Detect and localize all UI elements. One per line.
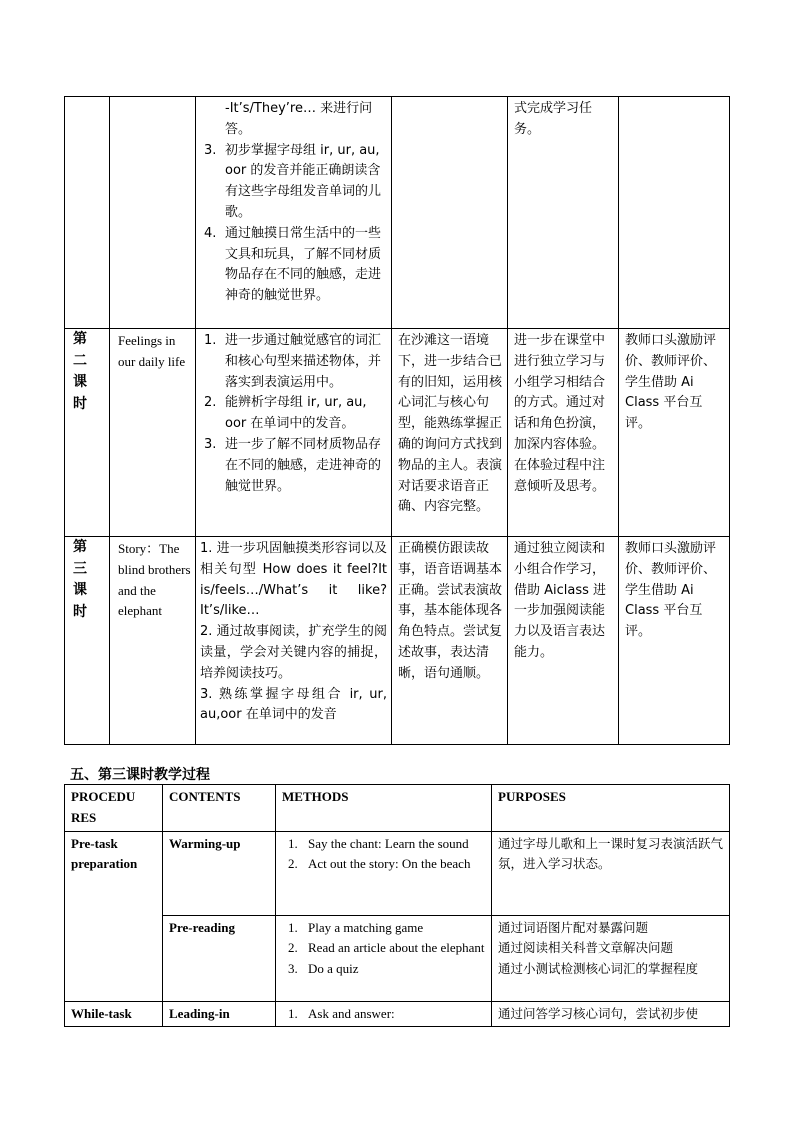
methods-cell bbox=[276, 831, 492, 915]
section-heading: 五、第三课时教学过程 bbox=[70, 767, 210, 783]
lesson-char: 时 bbox=[73, 395, 87, 412]
content-cell: Pre-reading bbox=[163, 915, 276, 1001]
purposes-cell: 通过词语图片配对暴露问题 通过阅读相关科普文章解决问题 通过小测试检测核心词汇的掌握程度 bbox=[492, 915, 730, 1001]
list-item: 2. Act out the story: On the beach bbox=[288, 856, 471, 872]
lesson-char: 课 bbox=[73, 374, 87, 390]
lesson-char: 三 bbox=[73, 560, 87, 577]
lesson-overview-table bbox=[64, 96, 730, 745]
table-row bbox=[65, 831, 730, 915]
table-row bbox=[65, 915, 730, 1001]
list-item: 1. 进一步巩固触摸类形容词以及相关句型 How does it feel?It is/feels…/What’s it like? It’s/like… bbox=[200, 541, 387, 619]
topic-cell bbox=[110, 97, 196, 329]
list-item: 1. Ask and answer: bbox=[288, 1005, 395, 1021]
list-item: 1. Say the chant: Learn the sound bbox=[288, 835, 469, 851]
method-cell: 通过独立阅读和小组合作学习，借助 Aiclass 进一步加强阅读能力以及语言表达能力。 bbox=[508, 537, 619, 745]
list-item: 3. 初步掌握字母组 ir, ur, au, oor 的发音并能正确朗读含有这些字母组发音单词的儿歌。 bbox=[204, 142, 382, 220]
table-row bbox=[65, 329, 730, 537]
header-procedures: PROCEDU RES bbox=[65, 785, 163, 832]
teaching-process-table bbox=[64, 784, 730, 1027]
table-row bbox=[65, 97, 730, 329]
table-row bbox=[65, 1001, 730, 1027]
list-item: 2. 通过故事阅读，扩充学生的阅读量，学会对关键内容的捕捉，培养阅读技巧。 bbox=[200, 624, 387, 681]
topic-cell: Feelings in our daily life bbox=[110, 329, 196, 537]
header-contents: CONTENTS bbox=[163, 785, 276, 832]
list-item: 1. Play a matching game bbox=[288, 919, 424, 935]
lesson-char: 第 bbox=[73, 539, 87, 555]
lesson-char: 二 bbox=[73, 352, 87, 369]
objectives-cell bbox=[196, 537, 392, 745]
table-header-row bbox=[65, 785, 730, 832]
list-item: 3. 熟练掌握字母组合 ir, ur, au,oor 在单词中的发音 bbox=[200, 686, 387, 723]
purposes-cell: 通过字母儿歌和上一课时复习表演活跃气氛，进入学习状态。 bbox=[492, 831, 730, 915]
list-item: 3. Do a quiz bbox=[288, 961, 359, 977]
requirement-cell: 正确模仿跟读故事，语音语调基本正确。尝试表演故事，基本能体现各角色特点。尝试复述故事，表达清晰，语句通顺。 bbox=[392, 537, 508, 745]
table-row bbox=[65, 537, 730, 745]
objectives-cell bbox=[196, 329, 392, 537]
lesson-char: 课 bbox=[73, 582, 87, 598]
list-item: 3. 进一步了解不同材质物品存在不同的触感，走进神奇的触觉世界。 bbox=[204, 436, 382, 494]
header-purposes: PURPOSES bbox=[492, 785, 730, 832]
content-cell: Warming-up bbox=[163, 831, 276, 915]
methods-cell bbox=[276, 1001, 492, 1027]
content-cell: Leading-in bbox=[163, 1001, 276, 1027]
lesson-cell bbox=[65, 97, 110, 329]
methods-cell bbox=[276, 915, 492, 1001]
lesson-label-cell bbox=[65, 329, 110, 537]
lesson-char: 第 bbox=[73, 331, 87, 347]
topic-cell: Story：The blind brothers and the elephant bbox=[110, 537, 196, 745]
evaluation-cell: 教师口头激励评价、教师评价、学生借助 Ai Class 平台互评。 bbox=[619, 329, 730, 537]
method-cell: 式完成学习任务。 bbox=[508, 97, 619, 329]
procedure-cell: Pre-task preparation bbox=[65, 831, 163, 1001]
method-cell: 进一步在课堂中进行独立学习与小组学习相结合的方式。通过对话和角色扮演，加深内容体验。在体验过程中注意倾听及思考。 bbox=[508, 329, 619, 537]
list-item: 4. 通过触摸日常生活中的一些文具和玩具，了解不同材质物品存在不同的触感，走进神奇的触觉世界。 bbox=[204, 225, 382, 304]
list-item: 2. Read an article about the elephant bbox=[288, 940, 485, 956]
purposes-cell: 通过问答学习核心词句，尝试初步使 bbox=[492, 1001, 730, 1027]
procedure-cell: While-task bbox=[65, 1001, 163, 1027]
evaluation-cell bbox=[619, 97, 730, 329]
lesson-label-cell bbox=[65, 537, 110, 745]
list-item: 2. 能辨析字母组 ir, ur, au, oor 在单词中的发音。 bbox=[204, 395, 367, 432]
header-methods: METHODS bbox=[276, 785, 492, 832]
objectives-cell bbox=[196, 97, 392, 329]
evaluation-cell: 教师口头激励评价、教师评价、学生借助 Ai Class 平台互评。 bbox=[619, 537, 730, 745]
requirement-cell: 在沙滩这一语境下，进一步结合已有的旧知，运用核心词汇与核心句型，能熟练掌握正确的询问方式找到物品的主人。表演对话要求语音正确、内容完整。 bbox=[392, 329, 508, 537]
list-item: 1. 进一步通过触觉感官的词汇和核心句型来描述物体，并落实到表演运用中。 bbox=[204, 333, 382, 390]
list-item: -It’s/They’re… 来进行问答。 bbox=[225, 101, 373, 137]
requirement-cell bbox=[392, 97, 508, 329]
lesson-char: 时 bbox=[73, 603, 87, 620]
